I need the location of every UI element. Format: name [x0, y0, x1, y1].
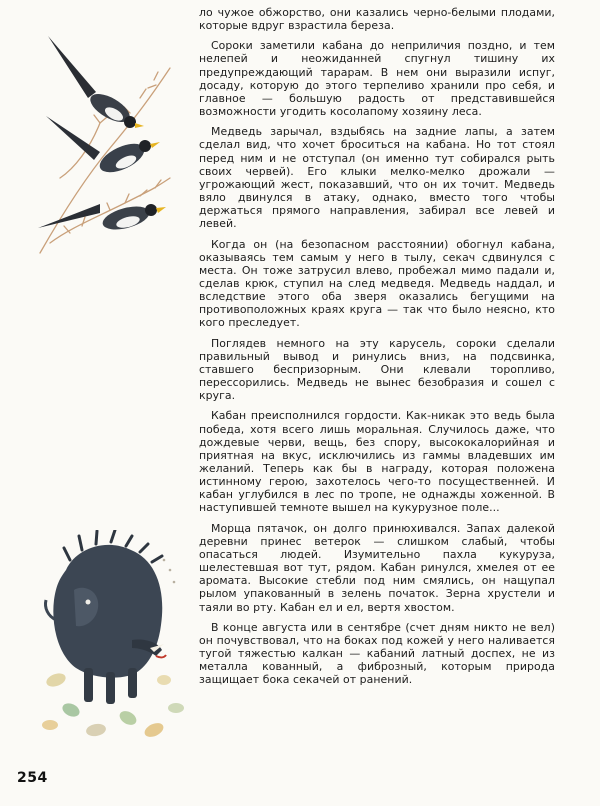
boar-illustration	[36, 530, 186, 745]
magpie-middle	[46, 116, 160, 178]
paragraph-1: ло чужое обжорство, они казались черно-белыми плодами, которые вдруг взрастила береза.	[199, 6, 555, 33]
magpies-illustration	[30, 28, 180, 258]
page-number: 254	[17, 770, 48, 786]
paragraph-8: В конце августа или в сентябре (счет дням никто не вел) он почувствовал, что на боках под кожей у него наливается тугой тяжестью калкан — кабаний латный доспех, не из металла кованный, а фиброзный, которым природа защищает бока секачей от ранений.	[199, 620, 555, 687]
paragraph-5: Поглядев немного на эту карусель, сороки сделали правильный вывод и ринулись вниз, на подсвинка, ставшего беспризорным. Они клевали торопливо, перессорились. Медведь не вынес безобразия и сошел с круга.	[199, 336, 555, 403]
magpie-top	[48, 36, 144, 128]
paragraph-6: Кабан преисполнился гордости. Как-никак это ведь была победа, хотя всего лишь моральная. Случилось даже, что дождевые черви, вещь, без спору, высококалорийная и приятная на вкус, исключились из гаммы владевших им желаний. Теперь как бы в награду, которая положена истинному герою, захотелось чего-то посущественней. И кабан углубился в лес по тропе, не однажды хоженной. В наступившей темноте вышел на кукурузное поле...	[199, 409, 555, 515]
paragraph-7: Морща пятачок, он долго принюхивался. Запах далекой деревни принес ветерок — слишком слабый, чтобы опасаться людей. Изумительно пахла кукуруза, шелестевшая вот тут, рядом. Кабан ринулся, хмелея от ее аромата. Высокие стебли под ним смялись, он нащупал рылом упакованный в зелень початок. Зерна хрустели и таяли во рту. Кабан ел и ел, вертя хвостом.	[199, 521, 555, 614]
paragraph-2: Сороки заметили кабана до неприличия поздно, и тем нелепей и неожиданней спугнул тишину их предупреждающий тарарам. В нем они выразили испуг, досаду, которую до этого терпеливо хранили про себя, и главное — большую радость от представившейся возможности угодить косолапому хозяину леса.	[199, 39, 555, 119]
magpie-bottom	[38, 202, 166, 234]
paragraph-4: Когда он (на безопасном расстоянии) обогнул кабана, оказываясь тем самым у него в тылу, секач сдвинулся с места. Он тоже затрусил влево, пробежал мимо падали и, сделав крюк, ступил на след медведя. Медведь наддал, и вследствие этого оба зверя оказались бегущими на противоположных краях круга — так что было неясно, кто кого преследует.	[199, 237, 555, 330]
story-text-column	[199, 6, 555, 694]
paragraph-3: Медведь зарычал, вздыбясь на задние лапы, а затем сделал вид, что хочет броситься на кабана. Но тот стоял перед ним и не отступал (он именно тут собирался рыть своих червей). Его клыки мелко-мелко дрожали — угрожающий жест, показавший, что он их точит. Медведь вяло двинулся в атаку, однако, вместо того чтобы держаться прямого направления, забирал все левей и левей.	[199, 125, 555, 231]
